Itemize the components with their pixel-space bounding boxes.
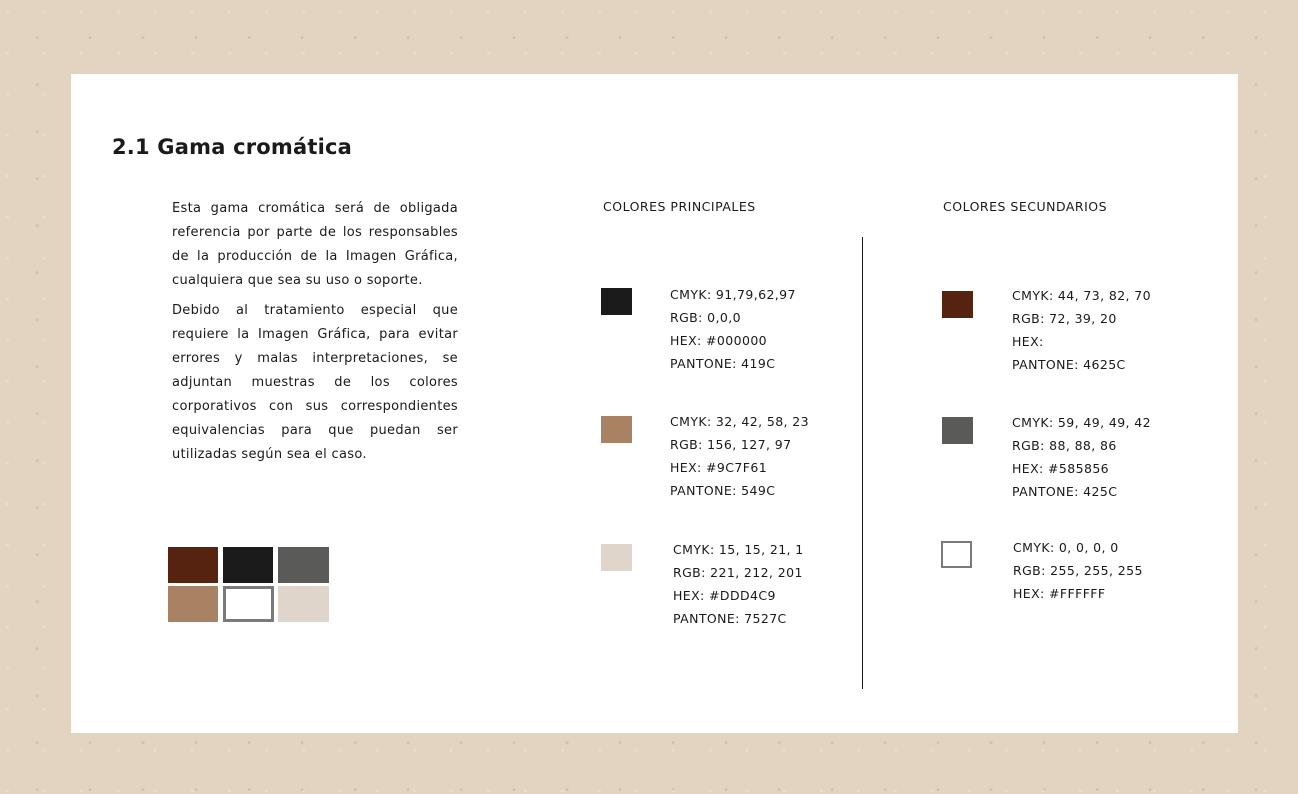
swatch-white (223, 586, 274, 622)
swatch-tan (168, 586, 218, 622)
rgb-value: RGB: 72, 39, 20 (1012, 311, 1117, 326)
secundario-chip-2 (942, 417, 973, 444)
cmyk-value: CMYK: 32, 42, 58, 23 (670, 414, 809, 429)
rgb-value: RGB: 156, 127, 97 (670, 437, 792, 452)
rgb-value: RGB: 0,0,0 (670, 310, 741, 325)
hex-value: HEX: #000000 (670, 333, 768, 348)
principal-chip-1 (601, 288, 632, 315)
page-title: 2.1 Gama cromática (112, 135, 353, 159)
secundario-color-info-2 (1012, 411, 1151, 503)
cmyk-value: CMYK: 0, 0, 0, 0 (1013, 540, 1119, 555)
rgb-value: RGB: 221, 212, 201 (673, 565, 803, 580)
swatch-gray (278, 547, 329, 583)
principal-color-info-3 (673, 538, 804, 630)
secundario-color-info-1 (1012, 284, 1151, 376)
principales-heading: COLORES PRINCIPALES (603, 199, 756, 214)
swatch-grid (168, 547, 330, 622)
cmyk-value: CMYK: 44, 73, 82, 70 (1012, 288, 1151, 303)
principal-color-info-2 (670, 410, 809, 502)
secundario-chip-1 (942, 291, 973, 318)
swatch-beige (278, 586, 329, 622)
description-paragraph-1: Esta gama cromática será de obligada referencia por parte de los responsables de la producción de la Imagen Gráfica, cualquiera que sea su uso o soporte. (172, 201, 458, 288)
pantone-value: PANTONE: 425C (1012, 484, 1118, 499)
rgb-value: RGB: 88, 88, 86 (1012, 438, 1117, 453)
principal-chip-3 (601, 544, 632, 571)
cmyk-value: CMYK: 15, 15, 21, 1 (673, 542, 804, 557)
pantone-value: PANTONE: 419C (670, 356, 776, 371)
hex-value: HEX: #585856 (1012, 461, 1110, 476)
secundario-color-info-3 (1013, 536, 1143, 605)
cmyk-value: CMYK: 91,79,62,97 (670, 287, 796, 302)
secundarios-heading: COLORES SECUNDARIOS (943, 199, 1108, 214)
hex-value: HEX: (1012, 334, 1044, 349)
rgb-value: RGB: 255, 255, 255 (1013, 563, 1143, 578)
swatch-dark-brown (168, 547, 218, 583)
secundario-chip-3 (941, 541, 972, 568)
pantone-value: PANTONE: 7527C (673, 611, 787, 626)
hex-value: HEX: #9C7F61 (670, 460, 768, 475)
description-paragraph-2: Debido al tratamiento especial que requiere la Imagen Gráfica, para evitar errores y malas interpretaciones, se adjuntan muestras de los colores corporativos con sus correspondientes equivalencias para que puedan ser utilizadas según sea el caso. (172, 303, 458, 462)
swatch-black (223, 547, 273, 583)
hex-value: HEX: #DDD4C9 (673, 588, 776, 603)
column-divider (862, 237, 863, 689)
pantone-value: PANTONE: 4625C (1012, 357, 1126, 372)
principal-color-info-1 (670, 283, 796, 375)
pantone-value: PANTONE: 549C (670, 483, 776, 498)
description (172, 197, 458, 473)
hex-value: HEX: #FFFFFF (1013, 586, 1106, 601)
palette-card (71, 74, 1238, 733)
principal-chip-2 (601, 416, 632, 443)
cmyk-value: CMYK: 59, 49, 49, 42 (1012, 415, 1151, 430)
